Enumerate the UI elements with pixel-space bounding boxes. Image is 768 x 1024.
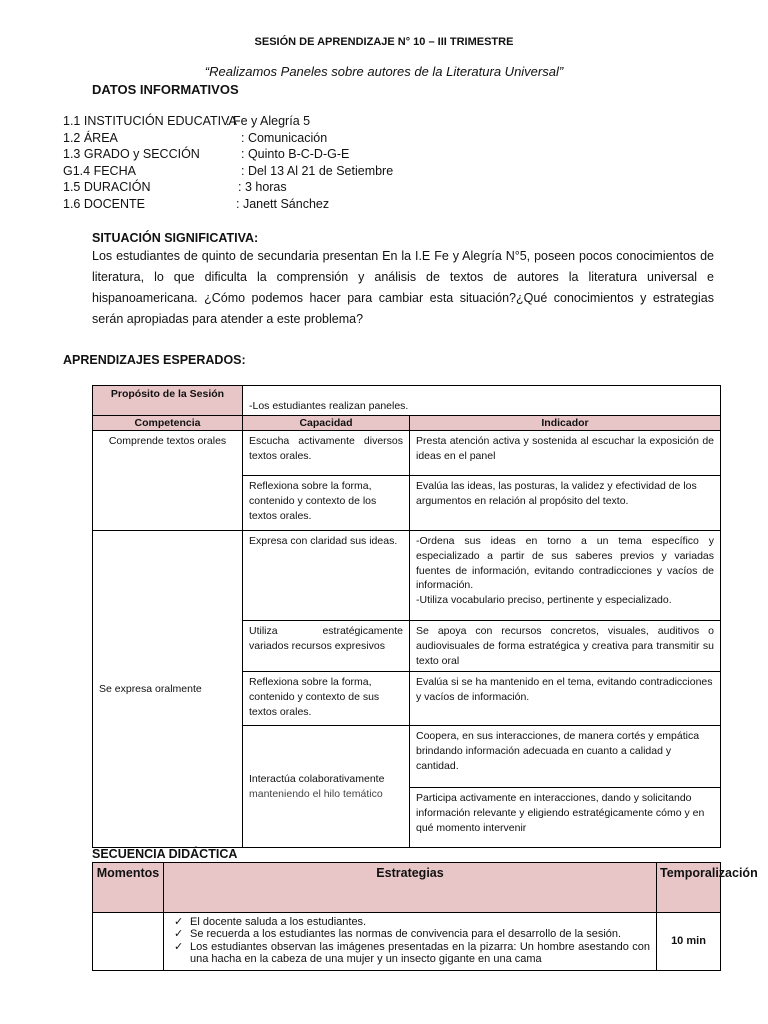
situacion-text: Los estudiantes de quinto de secundaria presentan En la I.E Fe y Alegría N°5, poseen pocos conocimientos de literatura, lo que dificulta la comprensión y análisis de textos de autores la literatura universal e hispanoamericana. ¿Cómo podemos hacer para cambiar esta situación?¿Qué conocimientos y estrategias serán apropiadas para atender a este problema? <box>92 249 714 326</box>
indicador-cell: Participa activamente en interacciones, dando y solicitando información relevante y eligiendo estratégicamente cómo y en qué momento intervenir <box>410 788 721 848</box>
header-competencia: Competencia <box>93 416 243 431</box>
aprendizajes-heading: APRENDIZAJES ESPERADOS: <box>63 353 246 367</box>
momento-cell <box>93 913 164 971</box>
datos-heading: DATOS INFORMATIVOS <box>92 82 239 97</box>
capacidad-cell: Escucha activamente diversos textos orales. <box>243 431 410 476</box>
indicador-cell: Coopera, en sus interacciones, de manera cortés y empática brindando información adecuada en cuanto a calidad y cantidad. <box>410 726 721 788</box>
datos-label: 1.3 GRADO y SECCIÓN <box>63 147 200 162</box>
capacidad-cell: Reflexiona sobre la forma, contenido y contexto de los textos orales. <box>243 476 410 531</box>
datos-label: 1.2 ÁREA <box>63 130 118 145</box>
datos-value: : 3 horas <box>238 180 287 195</box>
datos-value: : Quinto B-C-D-G-E <box>241 147 350 162</box>
aprendizajes-table <box>92 385 721 848</box>
datos-value: : Fe y Alegría 5 <box>226 114 311 128</box>
capacidad-cell <box>243 726 410 848</box>
session-subtitle: “Realizamos Paneles sobre autores de la Literatura Universal” <box>204 64 564 79</box>
datos-value: : Del 13 Al 21 de Setiembre <box>241 163 394 178</box>
time-cell: 10 min <box>657 913 721 971</box>
indicador-cell: Presta atención activa y sostenida al escuchar la exposición de ideas en el panel <box>410 431 721 476</box>
indicador-cell: Evalúa las ideas, las posturas, la validez y efectividad de los argumentos en relación al propósito del texto. <box>410 476 721 531</box>
header-temporalizacion: Temporalización <box>657 863 721 913</box>
list-item: ✓ Se recuerda a los estudiantes las normas de convivencia para el desarrollo de la sesión. <box>174 928 622 941</box>
check-icon: ✓ <box>174 916 184 928</box>
datos-value: : Janett Sánchez <box>236 196 330 211</box>
proposito-label: Propósito de la Sesión <box>93 386 243 416</box>
datos-label: 1.5 DURACIÓN <box>63 180 151 195</box>
list-item: ✓ El docente saluda a los estudiantes. <box>174 916 367 928</box>
datos-label: 1.6 DOCENTE <box>63 196 145 211</box>
capacidad-cell: Reflexiona sobre la forma, contenido y contexto de sus textos orales. <box>243 672 410 726</box>
header-capacidad: Capacidad <box>243 416 410 431</box>
proposito-value: -Los estudiantes realizan paneles. <box>243 386 721 416</box>
estrategias-cell <box>164 913 657 971</box>
session-title: SESIÓN DE APRENDIZAJE N° 10 – III TRIMESTRE <box>254 36 514 48</box>
indicador-cell: Evalúa si se ha mantenido en el tema, evitando contradicciones y vacíos de información. <box>410 672 721 726</box>
capacidad-cell: Utiliza estratégicamente variados recursos expresivos <box>243 621 410 672</box>
header-momentos: Momentos <box>93 863 164 913</box>
indicador-cell: Se apoya con recursos concretos, visuales, auditivos o audiovisuales de forma estratégica y creativa para transmitir su texto oral <box>410 621 721 672</box>
header-indicador: Indicador <box>410 416 721 431</box>
indicador-text: -Ordena sus ideas en torno a un tema específico y especializado a partir de sus saberes previos y variadas fuentes de información, evitando contradicciones y vacíos de información. <box>416 535 715 592</box>
situacion-heading: SITUACIÓN SIGNIFICATIVA: <box>92 231 259 245</box>
check-icon: ✓ <box>174 928 184 941</box>
check-icon: ✓ <box>174 940 184 953</box>
datos-value: : Comunicación <box>241 130 328 145</box>
capacidad-cell: Expresa con claridad sus ideas. <box>243 531 410 621</box>
indicador-cell <box>410 531 721 621</box>
datos-label: 1.1 INSTITUCIÓN EDUCATIVA <box>63 114 237 128</box>
secuencia-heading: SECUENCIA DIDÁCTICA <box>92 847 238 861</box>
indicador-text: -Utiliza vocabulario preciso, pertinente y especializado. <box>416 594 672 607</box>
competencia-expresa: Se expresa oralmente <box>93 531 243 848</box>
capacidad-text: Interactúa colaborativamente <box>249 773 385 786</box>
header-estrategias: Estrategias <box>164 863 657 913</box>
list-item: ✓ Los estudiantes observan las imágenes presentadas en la pizarra: Un hombre asestando con una hacha en la cabeza de una mujer y un insecto gigante en una cama <box>174 940 650 966</box>
competencia-comprende: Comprende textos orales <box>93 431 243 531</box>
datos-label: G1.4 FECHA <box>63 163 136 178</box>
capacidad-text: manteniendo el hilo temático <box>249 787 383 800</box>
secuencia-table <box>92 862 758 971</box>
